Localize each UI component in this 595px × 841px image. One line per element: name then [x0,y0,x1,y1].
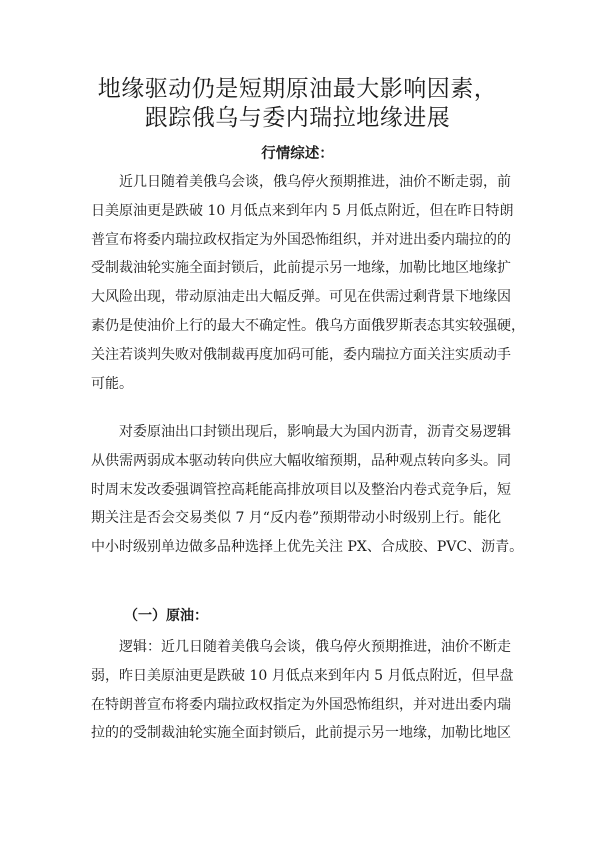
section-heading-crude-oil: （一）原油： [124,608,208,624]
paragraph-line: 日美原油更是跌破 10 月低点来到年内 5 月低点附近，但在昨日特朗 [91,202,514,219]
paragraph-line: 关注若谈判失败对俄制裁再度加码可能，委内瑞拉方面关注实质动手 [91,346,511,363]
document-title-line-2: 跟踪俄乌与委内瑞拉地缘进展 [144,105,451,131]
paragraph-line: 近几日随着美俄乌会谈，俄乌停火预期推进，油价不断走弱，前 [91,174,511,190]
document-title-line-1: 地缘驱动仍是短期原油最大影响因素， [97,76,498,102]
paragraph-line: 受制裁油轮实施全面封锁后，此前提示另一地缘，加勒比地区地缘扩 [91,260,511,277]
paragraph-line: 大风险出现，带动原油走出大幅反弹。可见在供需过剩背景下地缘因 [91,289,511,306]
paragraph-line: 在特朗普宣布将委内瑞拉政权指定为外国恐怖组织，并对进出委内瑞 [91,696,511,713]
paragraph-line: 从供需两弱成本驱动转向供应大幅收缩预期，品种观点转向多头。同 [91,452,511,469]
paragraph-line: 拉的的受制裁油轮实施全面封锁后，此前提示另一地缘，加勒比地区 [91,725,511,742]
paragraph-line: 弱，昨日美原油更是跌破 10 月低点来到年内 5 月低点附近，但早盘 [91,667,514,684]
paragraph-market-overview [91,168,525,398]
paragraph-line: 可能。 [91,375,133,392]
paragraph-line: 时周末发改委强调管控高耗能高排放项目以及整治内卷式竞争后，短 [91,481,511,498]
paragraph-line: 中小时级别单边做多品种选择上优先关注 PX、合成胶、PVC、沥青。 [91,539,524,556]
paragraph-line: 普宣布将委内瑞拉政权指定为外国恐怖组织，并对进出委内瑞拉的的 [91,231,511,248]
paragraph-line: 素仍是使油价上行的最大不确定性。俄乌方面俄罗斯表态其实较强硬， [91,317,525,334]
paragraph-line: 逻辑：近几日随着美俄乌会谈，俄乌停火预期推进，油价不断走 [91,639,511,655]
market-summary-heading: 行情综述： [261,146,334,162]
paragraph-line: 期关注是否会交易类似 7 月“反内卷”预期带动小时级别上行。能化 [91,510,502,527]
paragraph-asphalt-impact [91,418,524,562]
paragraph-line: 对委原油出口封锁出现后，影响最大为国内沥青，沥青交易逻辑 [91,424,511,440]
paragraph-crude-oil-logic [91,633,514,748]
